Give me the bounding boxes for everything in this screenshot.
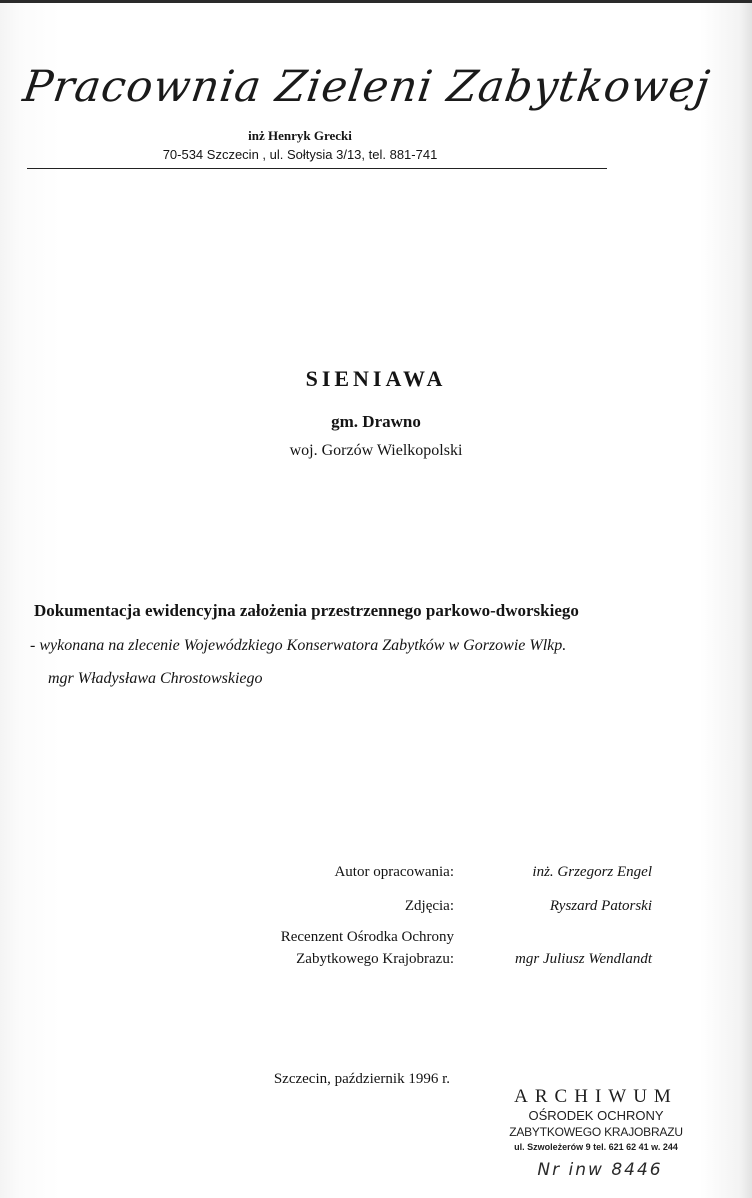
documentation-commission: - wykonana na zlecenie Wojewódzkiego Konserwatora Zabytków w Gorzowie Wlkp. <box>30 637 567 654</box>
documentation-person: mgr Władysława Chrostowskiego <box>48 670 263 687</box>
stamp-archive: ARCHIWUM <box>514 1086 678 1107</box>
stamp-line3: ul. Szwoleżerów 9 tel. 621 62 41 w. 244 <box>514 1142 678 1152</box>
credit-label-author: Autor opracowania: <box>334 864 454 880</box>
stamp-line1: OŚRODEK OCHRONY <box>528 1108 664 1123</box>
voivodeship: woj. Gorzów Wielkopolski <box>289 442 463 459</box>
archive-stamp <box>490 1086 702 1154</box>
credit-value-author: inż. Grzegorz Engel <box>532 864 652 880</box>
studio-name: Pracownia Zieleni Zabytkowej <box>20 62 714 112</box>
header-divider <box>27 168 607 169</box>
place-date: Szczecin, październik 1996 r. <box>273 1071 450 1087</box>
municipality: gm. Drawno <box>331 412 421 431</box>
credit-value-reviewer: mgr Juliusz Wendlandt <box>515 951 652 967</box>
studio-owner: inż Henryk Grecki <box>248 128 352 143</box>
stamp-line2: ZABYTKOWEGO KRAJOBRAZU <box>509 1125 683 1139</box>
credit-label-photos: Zdjęcia: <box>404 898 454 914</box>
studio-address: 70-534 Szczecin , ul. Sołtysia 3/13, tel. 881-741 <box>162 147 438 162</box>
document-title: SIENIAWA <box>305 366 447 391</box>
credit-value-photos: Ryszard Patorski <box>549 898 652 914</box>
credit-label-reviewer-line2: Zabytkowego Krajobrazu: <box>296 951 454 967</box>
documentation-title: Dokumentacja ewidencyjna założenia przestrzennego parkowo-dworskiego <box>34 601 579 620</box>
credit-label-reviewer-line1: Recenzent Ośrodka Ochrony <box>280 929 454 945</box>
inventory-number-handwritten: Nr inw 8446 <box>537 1160 663 1180</box>
